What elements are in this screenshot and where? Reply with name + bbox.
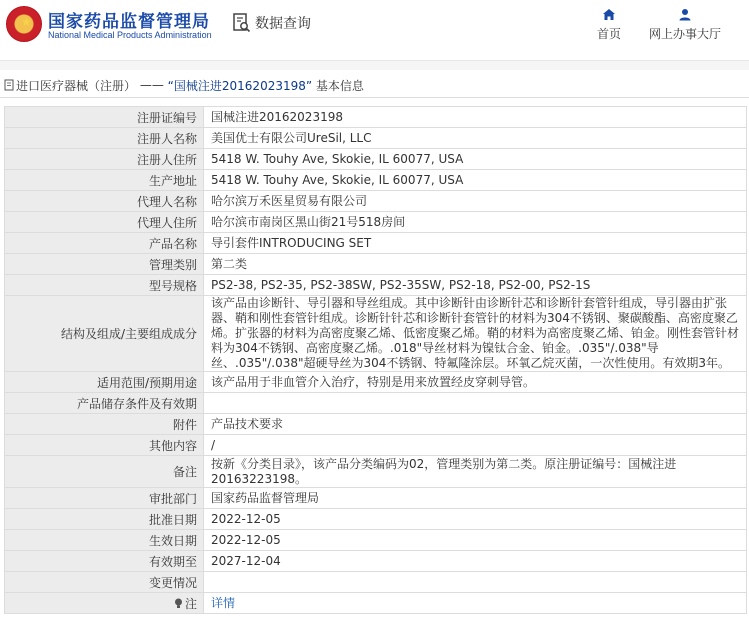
table-row [5, 275, 747, 296]
field-value: 按新《分类目录》，该产品分类编码为02，管理类别为第二类。原注册证编号：国械注进20163223198。 [204, 456, 747, 488]
table-row [5, 149, 747, 170]
field-label: 审批部门 [5, 488, 204, 509]
field-value: 产品技术要求 [204, 414, 747, 435]
registration-detail-table [4, 106, 747, 614]
table-row [5, 509, 747, 530]
field-label: 代理人住所 [5, 212, 204, 233]
table-row [5, 372, 747, 393]
breadcrumb [0, 73, 749, 98]
table-row [5, 456, 747, 488]
table-row [5, 233, 747, 254]
nav-home[interactable] [594, 8, 624, 42]
nav-online-office[interactable] [645, 8, 725, 42]
table-row [5, 551, 747, 572]
table-row [5, 296, 747, 372]
table-row [5, 128, 747, 149]
field-label: 附件 [5, 414, 204, 435]
field-label: 结构及组成/主要组成成分 [5, 296, 204, 372]
table-row [5, 170, 747, 191]
field-label: 型号规格 [5, 275, 204, 296]
field-value: 国械注进20162023198 [204, 107, 747, 128]
field-value: / [204, 435, 747, 456]
table-row [5, 435, 747, 456]
field-label: 生产地址 [5, 170, 204, 191]
table-row [5, 530, 747, 551]
field-label: 产品储存条件及有效期 [5, 393, 204, 414]
breadcrumb-record: “国械注进20162023198” [167, 78, 313, 93]
header-divider [0, 60, 749, 70]
breadcrumb-separator: —— [139, 78, 164, 92]
field-value: 第二类 [204, 254, 747, 275]
field-value: 5418 W. Touhy Ave, Skokie, IL 60077, USA [204, 170, 747, 191]
field-label: 产品名称 [5, 233, 204, 254]
note-label-cell [5, 593, 204, 614]
nav-online-office-label: 网上办事大厅 [648, 27, 721, 41]
table-row [5, 593, 747, 614]
home-icon [602, 8, 616, 21]
field-label: 生效日期 [5, 530, 204, 551]
note-value-cell [204, 593, 747, 614]
national-emblem-logo: ★ [6, 6, 42, 42]
field-value: 导引套件INTRODUCING SET [204, 233, 747, 254]
field-label: 其他内容 [5, 435, 204, 456]
bulb-icon [174, 598, 183, 609]
site-title: 国家药品监督管理局 [48, 12, 210, 32]
site-header [0, 0, 749, 56]
field-value: 2022-12-05 [204, 530, 747, 551]
field-label: 有效期至 [5, 551, 204, 572]
table-row [5, 254, 747, 275]
table-row [5, 488, 747, 509]
field-label: 备注 [5, 456, 204, 488]
field-label: 批准日期 [5, 509, 204, 530]
field-value: 2027-12-04 [204, 551, 747, 572]
field-label: 注册证编号 [5, 107, 204, 128]
note-label: 注 [174, 595, 197, 612]
field-label: 管理类别 [5, 254, 204, 275]
table-row [5, 212, 747, 233]
table-row [5, 414, 747, 435]
table-row [5, 572, 747, 593]
field-value: 该产品用于非血管介入治疗，特别是用来放置经皮穿刺导管。 [204, 372, 747, 393]
field-value: 该产品由诊断针、导引器和导丝组成。其中诊断针由诊断针芯和诊断针套管针组成，导引器由扩张器、鞘和刚性套管针组成。诊断针针芯和诊断针套管针的材料为304不锈钢、聚碳酸酯、高密度聚乙烯。扩张器的材料为高密度聚乙烯、低密度聚乙烯。鞘的材料为高密度聚乙烯、铂金。刚性套管针材料为304不锈钢、高密度聚乙烯。.018"导丝材料为镍钛合金、铂金。.035"/.038"导丝、.035"/.038"超硬导丝为304不锈钢、特氟隆涂层。环氧乙烷灭菌，一次性使用。有效期3年。 [204, 296, 747, 372]
field-value [204, 393, 747, 414]
field-label: 注册人名称 [5, 128, 204, 149]
field-value: 哈尔滨万禾医星贸易有限公司 [204, 191, 747, 212]
site-subtitle: National Medical Products Administration [48, 30, 212, 40]
field-value: PS2-38, PS2-35, PS2-38SW, PS2-35SW, PS2-18, PS2-00, PS2-1S [204, 275, 747, 296]
field-value: 国家药品监督管理局 [204, 488, 747, 509]
user-icon [678, 8, 692, 21]
breadcrumb-category[interactable]: 进口医疗器械（注册） [16, 78, 137, 93]
field-value: 2022-12-05 [204, 509, 747, 530]
field-value: 美国优士有限公司UreSil, LLC [204, 128, 747, 149]
details-link[interactable]: 详情 [211, 595, 236, 610]
table-row [5, 393, 747, 414]
field-label: 注册人住所 [5, 149, 204, 170]
table-row [5, 107, 747, 128]
table-row [5, 191, 747, 212]
breadcrumb-suffix: 基本信息 [315, 78, 364, 93]
nav-home-label: 首页 [596, 27, 621, 41]
data-query-label: 数据查询 [255, 16, 311, 32]
field-value: 哈尔滨市南岗区黑山街21号518房间 [204, 212, 747, 233]
data-query-link[interactable] [233, 13, 311, 33]
document-search-icon [233, 13, 251, 33]
field-value [204, 572, 747, 593]
field-label: 代理人名称 [5, 191, 204, 212]
field-label: 适用范围/预期用途 [5, 372, 204, 393]
document-icon [4, 79, 14, 91]
field-label: 变更情况 [5, 572, 204, 593]
field-value: 5418 W. Touhy Ave, Skokie, IL 60077, USA [204, 149, 747, 170]
